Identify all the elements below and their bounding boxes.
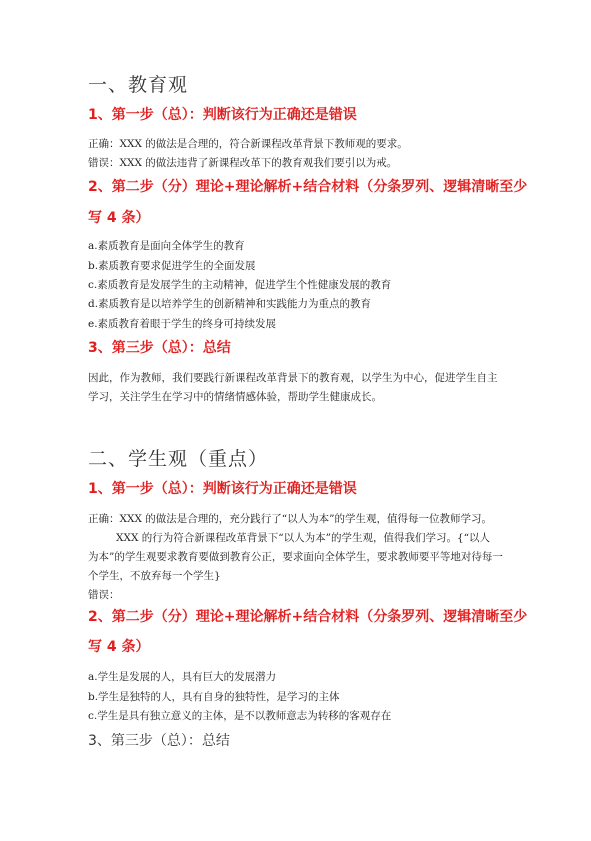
list-item: e.素质教育着眼于学生的终身可持续发展 — [88, 318, 277, 330]
step3-heading: 3、第三步（总）：总结 — [88, 340, 231, 356]
list-item: b.素质教育要求促进学生的全面发展 — [88, 260, 256, 272]
explanation-line3: 个学生，不放弃每一个学生} — [88, 570, 221, 582]
list-item: b.学生是独特的人，具有自身的独特性，是学习的主体 — [88, 691, 340, 703]
step2-heading-line2: 写 4 条） — [88, 210, 150, 226]
correct-text: 正确：XXX 的做法是合理的，符合新课程改革背景下教师观的要求。 — [88, 138, 408, 150]
section-title-student-view: 二、学生观（重点） — [88, 448, 269, 470]
summary-line2: 学习，关注学生在学习中的情绪情感体验，帮助学生健康成长。 — [88, 391, 382, 403]
wrong-text: 错误： — [88, 589, 120, 601]
step2-heading-line1: 2、第二步（分）理论+理论解析+结合材料（分条罗列、逻辑清晰至少 — [88, 179, 528, 195]
list-item: c.素质教育是发展学生的主动精神，促进学生个性健康发展的教育 — [88, 279, 392, 291]
list-item: c.学生是具有独立意义的主体，是不以教师意志为转移的客观存在 — [88, 710, 392, 722]
explanation-line1: XXX 的行为符合新课程改革背景下“以人为本”的学生观，值得我们学习。{“以人 — [116, 532, 491, 544]
section-title-education-view: 一、教育观 — [88, 74, 189, 96]
correct-text: 正确：XXX 的做法是合理的，充分践行了“以人为本”的学生观，值得每一位教师学习。 — [88, 513, 492, 525]
step3-heading: 3、第三步（总）：总结 — [88, 733, 230, 749]
summary-line1: 因此，作为教师，我们要践行新课程改革背景下的教育观，以学生为中心，促进学生自主 — [88, 372, 498, 384]
wrong-text: 错误：XXX 的做法违背了新课程改革下的教育观我们要引以为戒。 — [88, 157, 398, 169]
list-item: a.素质教育是面向全体学生的教育 — [88, 240, 245, 252]
list-item: d.素质教育是以培养学生的创新精神和实践能力为重点的教育 — [88, 298, 372, 310]
step1-heading: 1、第一步（总）：判断该行为正确还是错误 — [88, 481, 357, 497]
list-item: a.学生是发展的人，具有巨大的发展潜力 — [88, 671, 277, 683]
step2-heading-line2: 写 4 条） — [88, 639, 150, 655]
step1-heading: 1、第一步（总）：判断该行为正确还是错误 — [88, 107, 357, 123]
step2-heading-line1: 2、第二步（分）理论+理论解析+结合材料（分条罗列、逻辑清晰至少 — [88, 609, 528, 625]
explanation-line2: 为本”的学生观要求教育要做到教育公正，要求面向全体学生，要求教师要平等地对待每一 — [88, 551, 503, 563]
